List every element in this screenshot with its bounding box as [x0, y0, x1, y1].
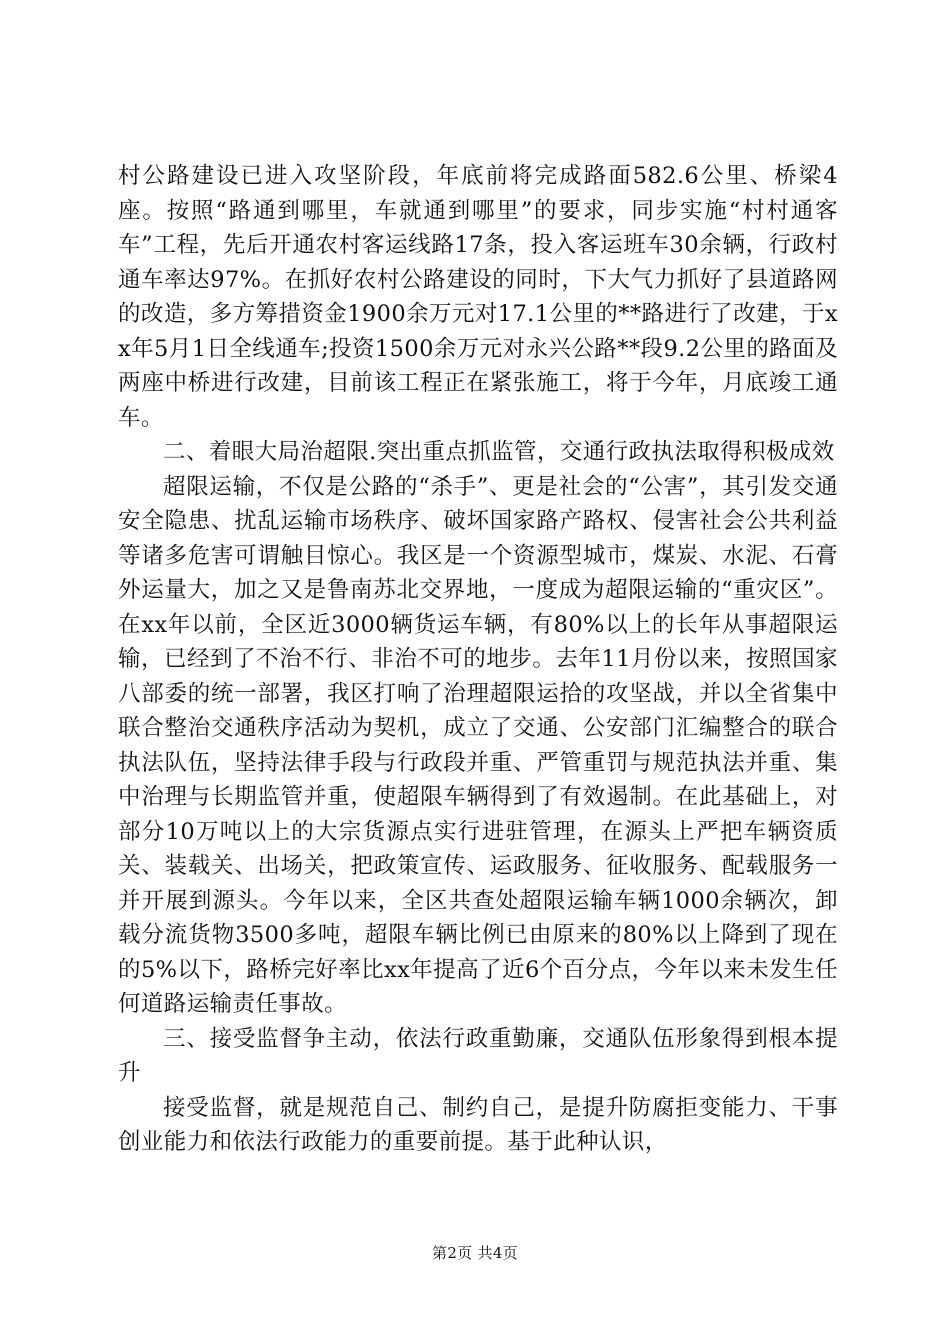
section-heading-3: 三、接受监督争主动，依法行政重勤廉，交通队伍形象得到根本提升 [118, 1025, 838, 1086]
paragraph-overload-control: 超限运输，不仅是公路的“杀手”、更是社会的“公害”，其引发交通安全隐患、扰乱运输市场秩序、破坏国家路产路权、侵害社会公共利益等诸多危害可谓触目惊心。我区是一个资源型城市，煤炭、水泥、石膏外运量大，加之又是鲁南苏北交界地，一度成为超限运输的“重灾区”。在xx年以前，全区近3000辆货运车辆，有80%以上的长年从事超限运输，已经到了不治不行、非治不可的地步。去年11月份以来，按照国家八部委的统一部署，我区打响了治理超限运拾的攻坚战，并以全省集中联合整治交通秩序活动为契机，成立了交通、公安部门汇编整合的联合执法队伍，坚持法律手段与行政段并重、严管重罚与规范执法并重、集中治理与长期监管并重，使超限车辆得到了有效遏制。在此基础上，对部分10万吨以上的大宗货源点实行进驻管理，在源头上严把车辆资质关、装载关、出场关，把政策宣传、运政服务、征收服务、配载服务一并开展到源头。今年以来，全区共查处超限运输车辆1000余辆次，卸载分流货物3500多吨，超限车辆比例已由原来的80%以上降到了现在的5%以下，路桥完好率比xx年提高了近6个百分点，今年以来未发生任何道路运输责任事故。 [118, 473, 838, 1017]
document-body [118, 159, 838, 1160]
paragraph-supervision: 接受监督，就是规范自己、制约自己，是提升防腐拒变能力、干事创业能力和依法行政能力的重要前提。基于此种认识， [118, 1094, 838, 1155]
paragraph-road-construction: 村公路建设已进入攻坚阶段，年底前将完成路面582.6公里、桥梁4座。按照“路通到哪里，车就通到哪里”的要求，同步实施“村村通客车”工程，先后开通农村客运线路17条，投入客运班车30余辆，行政村通车率达97%。在抓好农村公路建设的同时，下大气力抓好了县道路网的改造，多方筹措资金1900余万元对17.1公里的**路进行了改建，于xx年5月1日全线通车;投资1500余万元对永兴公路**段9.2公里的路面及两座中桥进行改建，目前该工程正在紧张施工，将于今年，月底竣工通车。 [118, 163, 838, 431]
section-heading-2: 二、着眼大局治超限.突出重点抓监管，交通行政执法取得积极成效 [163, 439, 835, 465]
page-number-footer: 第2页 共4页 [432, 1244, 518, 1262]
